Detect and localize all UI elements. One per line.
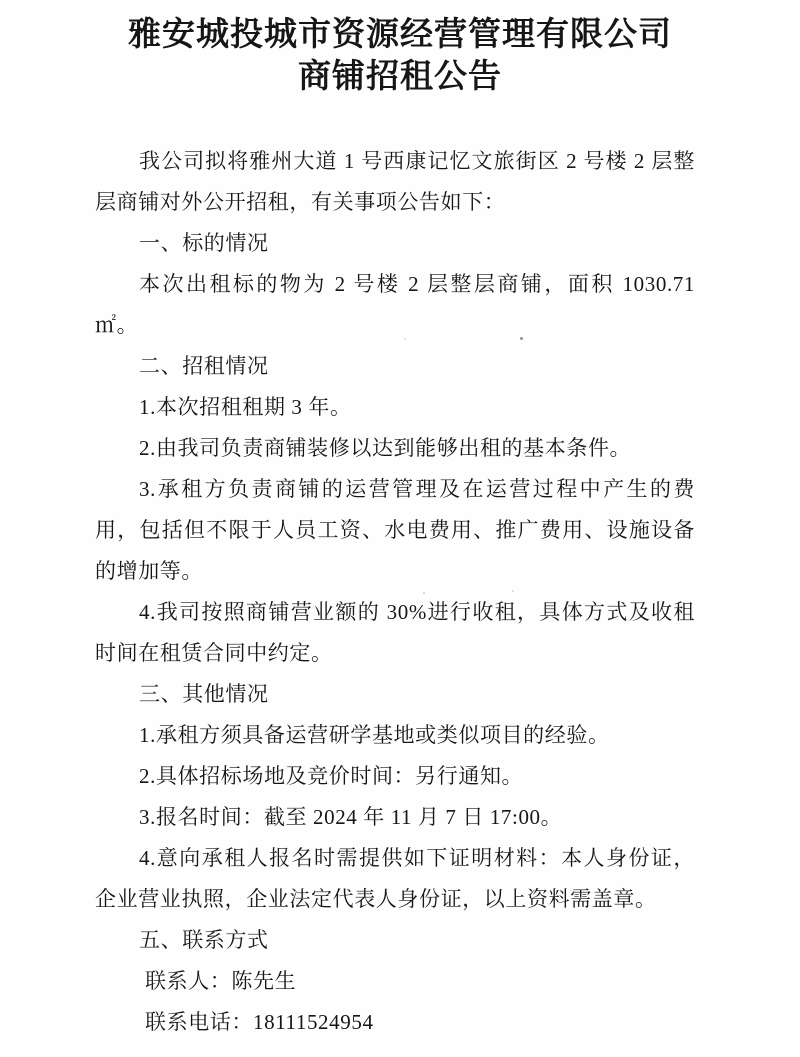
contact-phone-line: 联系电话：18111524954 (145, 1010, 374, 1034)
leasing-item-2: 2.由我司负责商铺装修以达到能够出租的基本条件。 (139, 436, 632, 460)
leasing-item-1: 1.本次招租租期 3 年。 (139, 395, 352, 419)
document-title-subject-line: 商铺招租公告 (298, 59, 502, 95)
scan-noise-speck (423, 592, 425, 594)
document-title-company-line: 雅安城投城市资源经营管理有限公司 (128, 17, 672, 53)
leasing-item-3: 3.承租方负责商铺的运营管理及在运营过程中产生的费用，包括但不限于人员工资、水电费用、推广费用、设施设备的增加等。 (95, 477, 695, 583)
other-item-4: 4.意向承租人报名时需提供如下证明材料：本人身份证，企业营业执照，企业法定代表人身份证，以上资料需盖章。 (95, 846, 695, 911)
scan-noise-speck (520, 337, 523, 340)
other-item-2: 2.具体招标场地及竞价时间：另行通知。 (139, 764, 524, 788)
other-item-1: 1.承租方须具备运营研学基地或类似项目的经验。 (139, 723, 610, 747)
scan-noise-speck (512, 590, 514, 592)
subject-detail-paragraph: 本次出租标的物为 2 号楼 2 层整层商铺，面积 1030.71 ㎡。 (95, 272, 695, 337)
scan-noise-speck (404, 338, 406, 340)
contact-person-line: 联系人：陈先生 (145, 969, 297, 993)
leasing-item-4: 4.我司按照商铺营业额的 30%进行收租，具体方式及收租时间在租赁合同中约定。 (95, 600, 695, 665)
other-item-3: 3.报名时间：截至 2024 年 11 月 7 日 17:00。 (139, 805, 563, 829)
intro-paragraph: 我公司拟将雅州大道 1 号西康记忆文旅街区 2 号楼 2 层整层商铺对外公开招租，有关事项公告如下： (95, 149, 695, 214)
section-heading-subject: 一、标的情况 (139, 231, 269, 255)
section-heading-contact: 五、联系方式 (139, 928, 269, 952)
section-heading-other: 三、其他情况 (139, 682, 269, 706)
document-body (95, 141, 695, 1043)
document-title (0, 0, 800, 98)
section-heading-leasing: 二、招租情况 (139, 354, 269, 378)
